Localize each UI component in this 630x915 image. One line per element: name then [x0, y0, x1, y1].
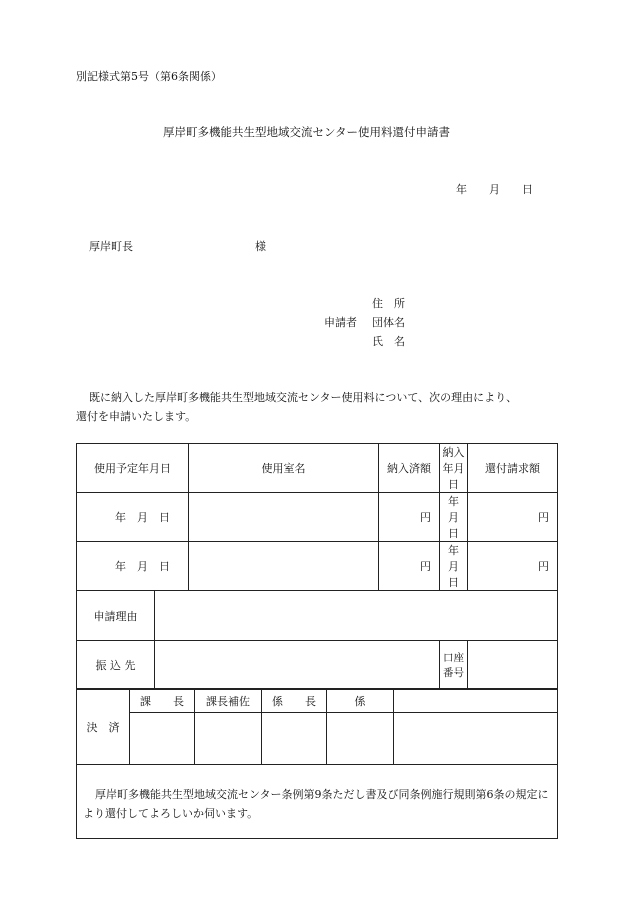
paid-amount-cell[interactable]: 円 [379, 493, 440, 542]
reason-field[interactable] [155, 591, 558, 641]
approval-note-row [77, 765, 558, 839]
header-payment-date: 納入年月日 [440, 444, 468, 493]
use-date-cell[interactable]: 年 月 日 [77, 493, 189, 542]
account-field[interactable] [468, 641, 558, 690]
intro-line-1: 既に納入した厚岸町多機能共生型地域交流センター使用料について、次の理由により、 [89, 391, 518, 404]
table-header-row [77, 444, 558, 493]
date-line: 年 月 日 [456, 183, 533, 196]
header-use-date: 使用予定年月日 [77, 444, 189, 493]
org-label: 団体名 [372, 316, 405, 329]
transfer-row [77, 641, 558, 690]
paid-amount-cell[interactable]: 円 [379, 542, 440, 591]
page-title: 厚岸町多機能共生型地域交流センター使用料還付申請書 [163, 125, 451, 139]
reason-row [77, 591, 558, 641]
applicant-label: 申請者 [324, 316, 357, 329]
payment-date-cell[interactable]: 年 月 日 [440, 542, 468, 591]
refund-amount-cell[interactable]: 円 [468, 493, 558, 542]
refund-table [76, 443, 558, 690]
role-unit-chief: 係 長 [262, 689, 327, 713]
header-paid-amount: 納入済額 [379, 444, 440, 493]
honorific: 様 [255, 240, 266, 253]
stamp-box[interactable] [327, 713, 394, 765]
addressee: 厚岸町長 [89, 240, 133, 253]
room-name-cell[interactable] [189, 542, 379, 591]
room-name-cell[interactable] [189, 493, 379, 542]
table-row [77, 542, 558, 591]
transfer-label: 振 込 先 [77, 641, 155, 690]
decision-label: 決 済 [77, 689, 130, 765]
name-label: 氏 名 [372, 335, 405, 348]
stamp-box[interactable] [394, 713, 558, 765]
table-row [77, 493, 558, 542]
account-label: 口座番号 [440, 641, 468, 690]
role-deputy-chief: 課長補佐 [195, 689, 262, 713]
approval-note-text: 厚岸町多機能共生型地域交流センター条例第9条ただし書及び同条例施行規則第6条の規定により還付してよろしいか伺います。 [83, 788, 549, 820]
reason-label: 申請理由 [77, 591, 155, 641]
role-staff: 係 [327, 689, 394, 713]
approval-stamp-row [77, 713, 558, 765]
payment-date-cell[interactable]: 年 月 日 [440, 493, 468, 542]
refund-amount-cell[interactable]: 円 [468, 542, 558, 591]
address-label: 住 所 [372, 297, 405, 310]
approval-note [77, 765, 558, 839]
use-date-cell[interactable]: 年 月 日 [77, 542, 189, 591]
stamp-box[interactable] [130, 713, 195, 765]
header-room-name: 使用室名 [189, 444, 379, 493]
role-section-chief: 課 長 [130, 689, 195, 713]
stamp-box[interactable] [262, 713, 327, 765]
header-refund-amount: 還付請求額 [468, 444, 558, 493]
approval-role-row [77, 689, 558, 713]
approval-table [76, 688, 558, 839]
intro-line-2: 還付を申請いたします。 [76, 410, 197, 423]
transfer-field[interactable] [155, 641, 440, 690]
stamp-box[interactable] [195, 713, 262, 765]
form-number: 別記様式第5号（第6条関係） [76, 70, 222, 83]
role-blank [394, 689, 558, 713]
